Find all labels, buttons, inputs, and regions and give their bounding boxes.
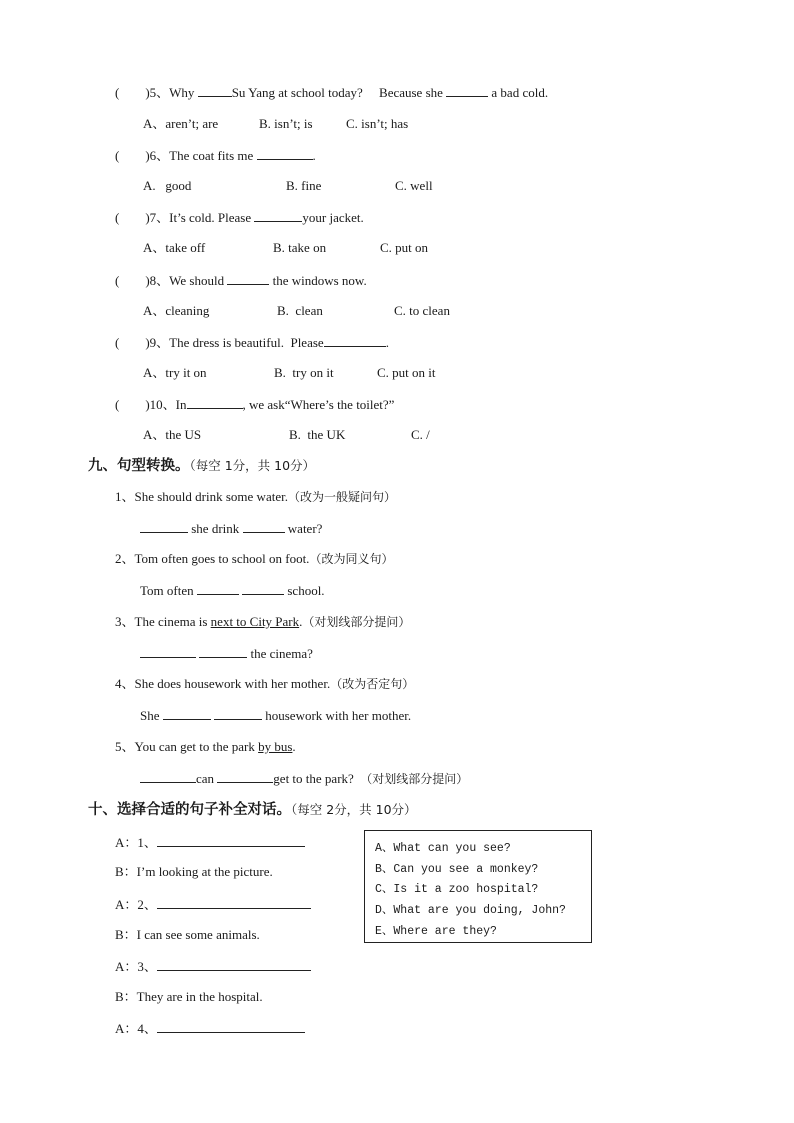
item-hint: （改为否定句） (330, 677, 415, 691)
answer-blank[interactable] (140, 520, 188, 533)
question-text: ( )10、In (115, 397, 187, 412)
sentence-option-e[interactable]: E、Where are they? (375, 924, 497, 938)
dialogue-line-b3 (115, 989, 263, 1005)
dialogue-line-a3 (115, 958, 311, 975)
answer-blank[interactable] (257, 147, 313, 160)
question-text: Su Yang at school today? Because she (231, 85, 447, 100)
question-6 (115, 147, 316, 164)
section-score-note: （每空 2分，共 10分） (291, 802, 417, 817)
option-a[interactable]: A、cleaning (143, 303, 210, 318)
sentence-options-box (364, 830, 592, 943)
answer-line-5 (140, 770, 468, 787)
question-8 (115, 272, 367, 289)
sentence-option-d[interactable]: D、What are you doing, John? (375, 904, 566, 918)
sentence-option-a[interactable]: A、What can you see? (375, 842, 511, 855)
question-10 (115, 396, 394, 413)
dialogue-text: I’m looking at the picture. (136, 864, 273, 879)
answer-text: the cinema? (247, 646, 313, 661)
question-text: ( )5、Why (115, 85, 198, 100)
answer-blank[interactable] (197, 582, 239, 595)
answer-blank[interactable] (157, 1020, 305, 1033)
underlined-phrase: by bus (258, 739, 293, 754)
answer-blank[interactable] (446, 84, 488, 97)
item-text: . (292, 739, 296, 754)
dialogue-line-a1 (115, 834, 305, 851)
option-a[interactable]: A. good (143, 178, 192, 193)
question-7 (115, 209, 364, 226)
question-text: , we ask“Where’s the toilet?” (242, 397, 395, 412)
item-text: . (299, 614, 303, 629)
section-10-heading (88, 802, 417, 818)
dialogue-text: They are in the hospital. (136, 989, 263, 1004)
question-text: your jacket. (302, 210, 364, 225)
question-text: . (312, 148, 316, 163)
answer-blank[interactable] (254, 209, 302, 222)
option-b[interactable]: B. fine (286, 178, 322, 193)
question-text: ( )8、We should (115, 273, 228, 288)
dialogue-line-b2 (115, 927, 260, 943)
question-text: ( )7、It’s cold. Please (115, 210, 255, 225)
answer-blank[interactable] (199, 645, 247, 658)
option-a[interactable]: A、the US (143, 427, 202, 442)
answer-text: she drink (188, 521, 243, 536)
answer-blank[interactable] (157, 958, 311, 971)
dialogue-line-a2 (115, 896, 311, 913)
option-b[interactable]: B. try on it (274, 365, 334, 380)
dialogue-line-a4 (115, 1020, 305, 1037)
sentence-option-b[interactable]: B、Can you see a monkey? (375, 862, 539, 876)
question-text: ( )9、The dress is beautiful. Please (115, 335, 324, 350)
answer-blank[interactable] (324, 334, 386, 347)
sentence-option-c[interactable]: C、Is it a zoo hospital? (375, 883, 539, 897)
option-c[interactable]: C. isn’t; has (346, 116, 409, 131)
answer-blank[interactable] (214, 707, 262, 720)
answer-line-3 (140, 645, 313, 662)
answer-text: school. (284, 583, 325, 598)
answer-blank[interactable] (187, 396, 243, 409)
speaker-label: B： (115, 864, 137, 879)
answer-blank[interactable] (163, 707, 211, 720)
answer-blank[interactable] (242, 582, 284, 595)
answer-blank[interactable] (217, 770, 273, 783)
section-9-heading (88, 458, 315, 474)
speaker-label: A：4、 (115, 1021, 157, 1036)
speaker-label: A：3、 (115, 959, 157, 974)
question-9 (115, 334, 389, 351)
option-a[interactable]: A、take off (143, 240, 206, 255)
option-b[interactable]: B. the UK (289, 427, 346, 442)
answer-text: water? (284, 521, 323, 536)
question-text: the windows now. (269, 273, 367, 288)
option-c[interactable]: C. / (411, 427, 430, 442)
answer-text: can (196, 771, 218, 786)
option-b[interactable]: B. isn’t; is (259, 116, 313, 131)
answer-blank[interactable] (140, 770, 196, 783)
option-a[interactable]: A、aren’t; are (143, 116, 219, 131)
answer-blank[interactable] (140, 645, 196, 658)
speaker-label: B： (115, 989, 137, 1004)
option-c[interactable]: C. put on it (377, 365, 436, 380)
dialogue-text: I can see some animals. (136, 927, 260, 942)
section-score-note: （每空 1分，共 10分） (189, 458, 316, 473)
item-text: 5、You can get to the park (115, 739, 259, 754)
question-text: a bad cold. (488, 85, 549, 100)
option-a[interactable]: A、try it on (143, 365, 207, 380)
answer-text: She (140, 708, 163, 723)
answer-text: housework with her mother. (262, 708, 412, 723)
item-text: 3、The cinema is (115, 614, 211, 629)
transform-item-4 (115, 676, 414, 692)
speaker-label: A：1、 (115, 835, 157, 850)
item-hint: （对划线部分提问） (360, 772, 469, 786)
item-text: 2、Tom often goes to school on foot. (115, 551, 310, 566)
answer-line-4 (140, 707, 411, 724)
transform-item-1 (115, 489, 396, 505)
option-c[interactable]: C. put on (380, 240, 429, 255)
speaker-label: A：2、 (115, 897, 157, 912)
answer-line-1 (140, 520, 322, 537)
answer-blank[interactable] (198, 84, 232, 97)
transform-item-2 (115, 551, 393, 567)
answer-blank[interactable] (157, 896, 311, 909)
question-text: . (385, 335, 389, 350)
option-c[interactable]: C. well (395, 178, 433, 193)
answer-text: get to the park? (273, 771, 361, 786)
answer-text: Tom often (140, 583, 197, 598)
option-c[interactable]: C. to clean (394, 303, 450, 318)
section-title: 十、选择合适的句子补全对话。 (88, 802, 291, 818)
speaker-label: B： (115, 927, 137, 942)
option-b[interactable]: B. take on (273, 240, 327, 255)
item-text: 4、She does housework with her mother. (115, 676, 331, 691)
item-hint: （改为一般疑问句） (287, 490, 396, 504)
answer-line-2 (140, 582, 325, 599)
item-text: 1、She should drink some water. (115, 489, 288, 504)
answer-blank[interactable] (157, 834, 305, 847)
transform-item-5 (115, 739, 296, 755)
answer-blank[interactable] (243, 520, 285, 533)
question-text: ( )6、The coat fits me (115, 148, 257, 163)
option-b[interactable]: B. clean (277, 303, 323, 318)
transform-item-3 (115, 614, 410, 630)
question-5 (115, 84, 548, 101)
item-hint: （对划线部分提问） (302, 615, 411, 629)
dialogue-line-b1 (115, 864, 273, 880)
underlined-phrase: next to City Park (210, 614, 300, 629)
section-title: 九、句型转换。 (88, 458, 190, 474)
answer-blank[interactable] (227, 272, 269, 285)
item-hint: （改为同义句） (309, 552, 394, 566)
